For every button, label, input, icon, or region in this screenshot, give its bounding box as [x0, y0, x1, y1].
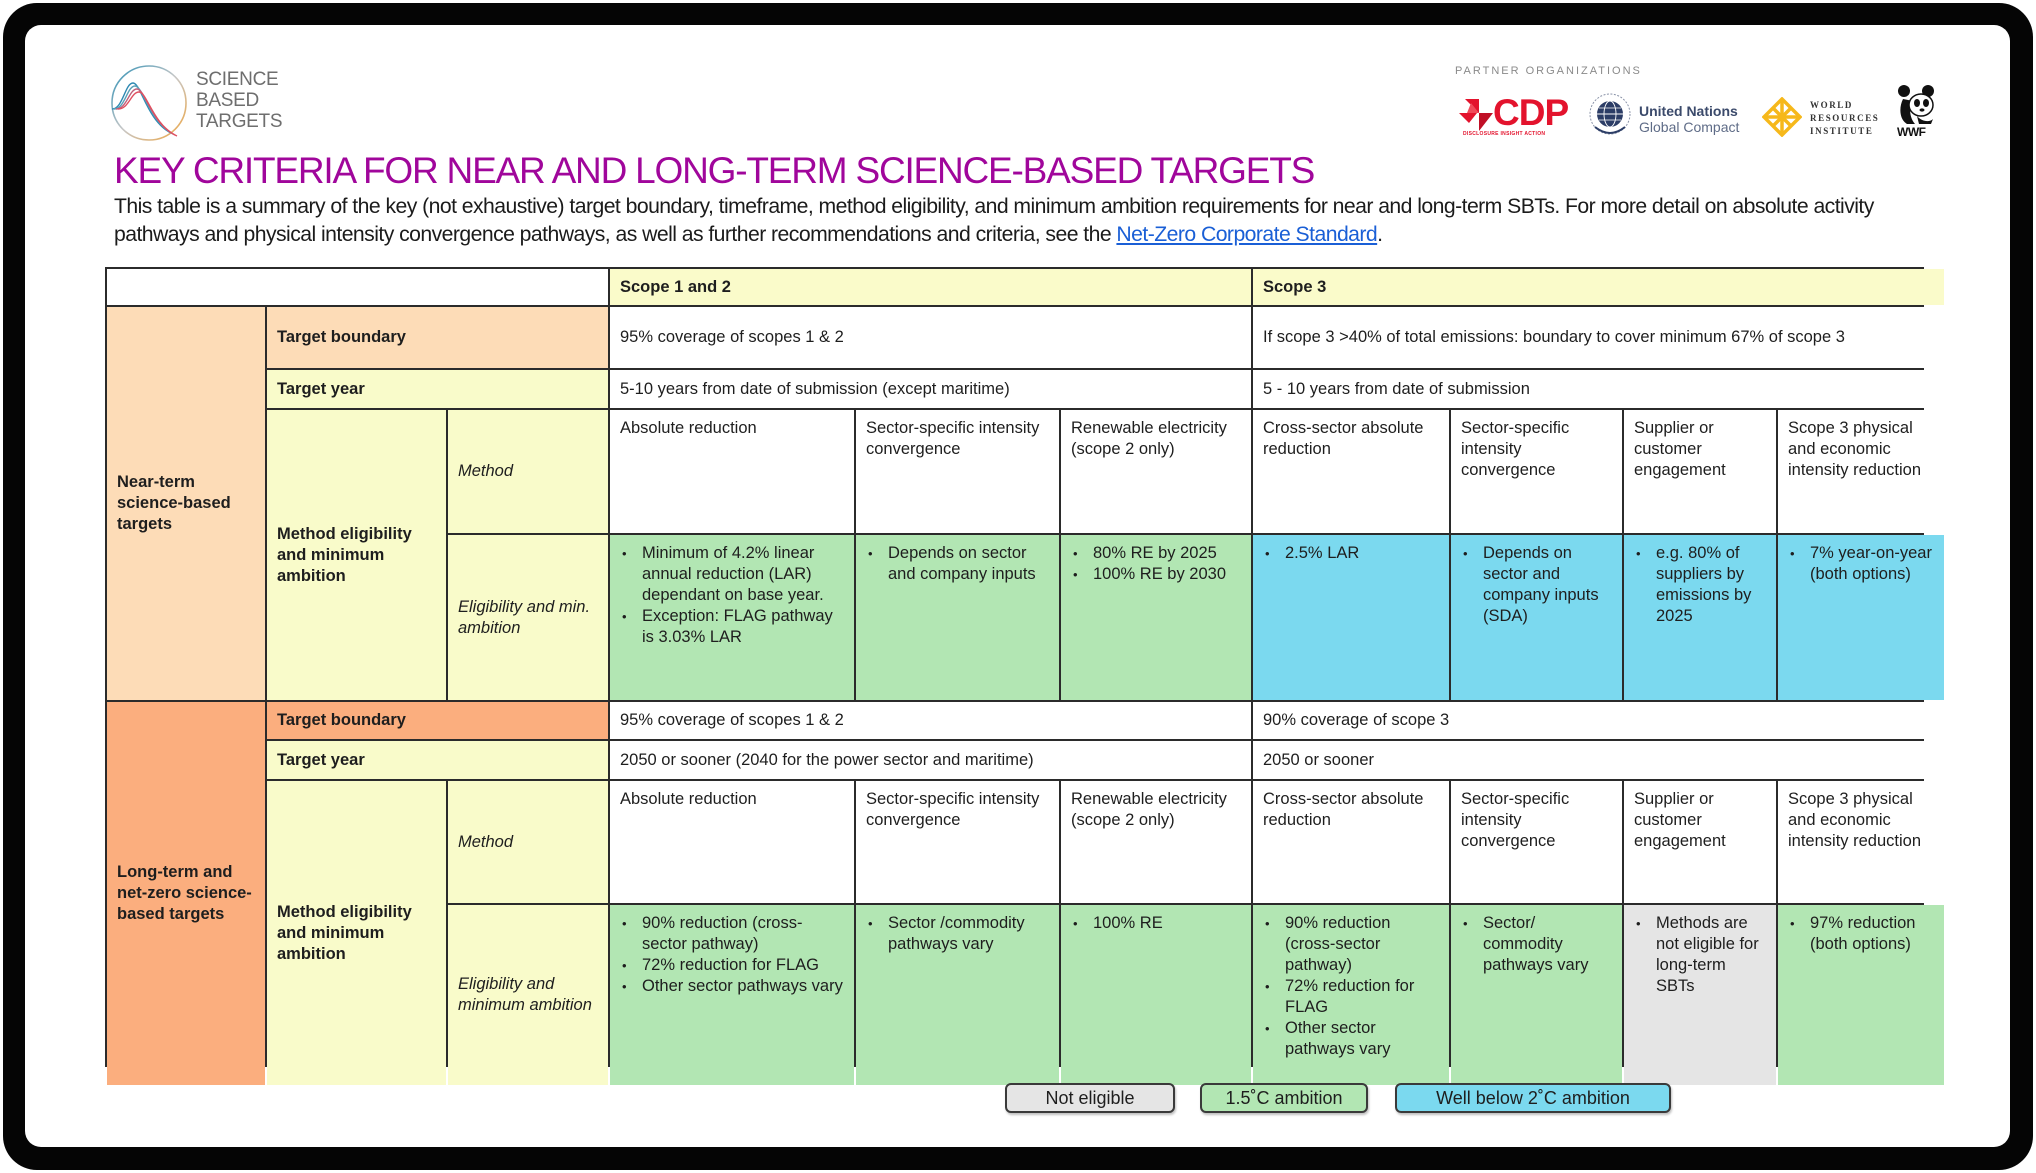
criteria-table [105, 267, 1932, 1067]
logo-line-2: BASED [196, 90, 259, 111]
cdp-logo [1457, 93, 1567, 139]
ambition-bullet: • Methods are not eligible for long-term SBTs [1656, 913, 1766, 997]
long-term-ambition-cell [1061, 905, 1251, 1085]
long-term-method-name: Scope 3 physical and economic intensity reduction [1778, 781, 1944, 903]
ambition-bullet: • Exception: FLAG pathway is 3.03% LAR [642, 606, 844, 648]
near-term-ambition-cell [1061, 535, 1251, 700]
wri-line-3: INSTITUTE [1810, 126, 1874, 136]
ambition-bullet: • Other sector pathways vary [642, 976, 844, 997]
long-term-year-scope12: 2050 or sooner (2040 for the power sector and maritime) [610, 741, 1251, 779]
document-card [25, 25, 2010, 1147]
ambition-bullet: • 100% RE [1093, 913, 1241, 934]
description-end: . [1377, 223, 1383, 246]
description-text: This table is a summary of the key (not exhaustive) target boundary, timeframe, method eligibility, and minimum ambition requirements for near and long-term SBTs. For more detail on absolute activity pathways and physical intensity convergence pathways, as well as further recommendations and criteria, see the [114, 195, 1874, 246]
near-term-ambition-cell [856, 535, 1059, 700]
ambition-bullet: • 90% reduction (cross-sector pathway) [642, 913, 844, 955]
ambition-bullet: • Minimum of 4.2% linear annual reduction (LAR) dependant on base year. [642, 543, 844, 606]
column-header-scope12: Scope 1 and 2 [610, 269, 1251, 305]
wri-line-2: RESOURCES [1810, 113, 1880, 123]
long-term-target-boundary-label: Target boundary [267, 702, 608, 739]
long-term-method-group-label: Method eligibility and minimum ambition [267, 781, 446, 1085]
partners-label: PARTNER ORGANIZATIONS [1455, 65, 1642, 77]
ambition-bullet: • Depends on sector and company inputs (SDA) [1483, 543, 1612, 627]
long-term-ambition-cell [1778, 905, 1944, 1085]
wri-knot-icon [1762, 97, 1802, 137]
ambition-bullet: • 90% reduction (cross-sector pathway) [1285, 913, 1439, 976]
near-term-method-name: Sector-specific intensity convergence [856, 410, 1059, 533]
long-term-ambition-cell [1253, 905, 1449, 1085]
ambition-bullet: • Depends on sector and company inputs [888, 543, 1049, 585]
page-description [114, 193, 1934, 249]
cdp-tagline: DISCLOSURE INSIGHT ACTION [1463, 131, 1546, 137]
ambition-bullet: • 97% reduction (both options) [1810, 913, 1934, 955]
wwf-name: WWF [1897, 125, 1926, 139]
long-term-label: Long-term and net-zero science-based targets [107, 702, 265, 1085]
long-term-target-year-label: Target year [267, 741, 608, 779]
ambition-bullet: • 72% reduction for FLAG [642, 955, 844, 976]
near-term-ambition-cell [1778, 535, 1944, 700]
ambition-bullet: • e.g. 80% of suppliers by emissions by 2025 [1656, 543, 1766, 627]
near-term-ambition-cell [1451, 535, 1622, 700]
near-term-eligibility-label: Eligibility and min. ambition [448, 535, 608, 700]
ambition-bullet: • 2.5% LAR [1285, 543, 1439, 564]
un-line-1: United Nations [1639, 103, 1738, 119]
near-term-boundary-scope12: 95% coverage of scopes 1 & 2 [610, 307, 1251, 368]
near-term-year-scope3: 5 - 10 years from date of submission [1253, 370, 1944, 408]
cdp-mark-icon [1457, 93, 1497, 131]
near-term-method-label: Method [448, 410, 608, 533]
near-term-method-name: Cross-sector absolute reduction [1253, 410, 1449, 533]
ambition-bullet: • 72% reduction for FLAG [1285, 976, 1439, 1018]
near-term-method-group-label: Method eligibility and minimum ambition [267, 410, 446, 700]
legend-not-eligible: Not eligible [1005, 1083, 1175, 1113]
wri-line-1: WORLD [1810, 100, 1854, 110]
long-term-ambition-cell [1624, 905, 1776, 1085]
long-term-method-name: Renewable electricity (scope 2 only) [1061, 781, 1251, 903]
long-term-boundary-scope12: 95% coverage of scopes 1 & 2 [610, 702, 1251, 739]
near-term-ambition-cell [1253, 535, 1449, 700]
long-term-ambition-cell [856, 905, 1059, 1085]
sbti-wave-icon [109, 61, 189, 145]
near-term-target-year-label: Target year [267, 370, 608, 408]
near-term-ambition-cell [610, 535, 854, 700]
net-zero-standard-link[interactable]: Net-Zero Corporate Standard [1116, 223, 1378, 246]
near-term-method-name: Supplier or customer engagement [1624, 410, 1776, 533]
long-term-year-scope3: 2050 or sooner [1253, 741, 1944, 779]
sbti-logo [109, 61, 349, 145]
ambition-bullet: • 100% RE by 2030 [1093, 564, 1241, 585]
near-term-ambition-cell [1624, 535, 1776, 700]
near-term-boundary-scope3: If scope 3 >40% of total emissions: boundary to cover minimum 67% of scope 3 [1253, 307, 1944, 368]
ambition-bullet: • Sector /commodity pathways vary [888, 913, 1049, 955]
near-term-year-scope12: 5-10 years from date of submission (except maritime) [610, 370, 1251, 408]
sbti-wordmark [196, 69, 282, 132]
ambition-bullet: • 7% year-on-year (both options) [1810, 543, 1934, 585]
long-term-method-name: Cross-sector absolute reduction [1253, 781, 1449, 903]
wri-logo [1762, 97, 1912, 137]
near-term-method-name: Absolute reduction [610, 410, 854, 533]
un-global-compact-logo [1587, 93, 1757, 139]
near-term-method-name: Renewable electricity (scope 2 only) [1061, 410, 1251, 533]
long-term-method-name: Sector-specific intensity convergence [856, 781, 1059, 903]
near-term-method-name: Scope 3 physical and economic intensity reduction [1778, 410, 1944, 533]
long-term-ambition-cell [1451, 905, 1622, 1085]
ambition-bullet: • 80% RE by 2025 [1093, 543, 1241, 564]
ambition-bullet: • Sector/ commodity pathways vary [1483, 913, 1612, 976]
logo-line-1: SCIENCE [196, 69, 279, 90]
cdp-name: CDP [1493, 92, 1569, 133]
wwf-panda-icon [1895, 83, 1939, 125]
legend-1-5c-ambition: 1.5˚C ambition [1200, 1083, 1368, 1113]
long-term-method-name: Sector-specific intensity convergence [1451, 781, 1622, 903]
wwf-logo [1895, 83, 1939, 143]
page-title: KEY CRITERIA FOR NEAR AND LONG-TERM SCIENCE-BASED TARGETS [114, 150, 1315, 191]
near-term-target-boundary-label: Target boundary [267, 307, 608, 368]
long-term-boundary-scope3: 90% coverage of scope 3 [1253, 702, 1944, 739]
logo-line-3: TARGETS [196, 111, 283, 132]
ambition-bullet: • Other sector pathways vary [1285, 1018, 1439, 1060]
wri-wordmark [1810, 99, 1879, 138]
near-term-label: Near-term science-based targets [107, 307, 265, 700]
long-term-ambition-cell [610, 905, 854, 1085]
column-header-scope3: Scope 3 [1253, 269, 1944, 305]
un-line-2: Global Compact [1639, 119, 1740, 135]
long-term-method-name: Absolute reduction [610, 781, 854, 903]
table-corner [107, 269, 608, 305]
near-term-method-name: Sector-specific intensity convergence [1451, 410, 1622, 533]
long-term-eligibility-label: Eligibility and minimum ambition [448, 905, 608, 1085]
legend-well-below-2c-ambition: Well below 2˚C ambition [1395, 1083, 1671, 1113]
long-term-method-name: Supplier or customer engagement [1624, 781, 1776, 903]
un-globe-icon [1587, 93, 1633, 139]
long-term-method-label: Method [448, 781, 608, 903]
